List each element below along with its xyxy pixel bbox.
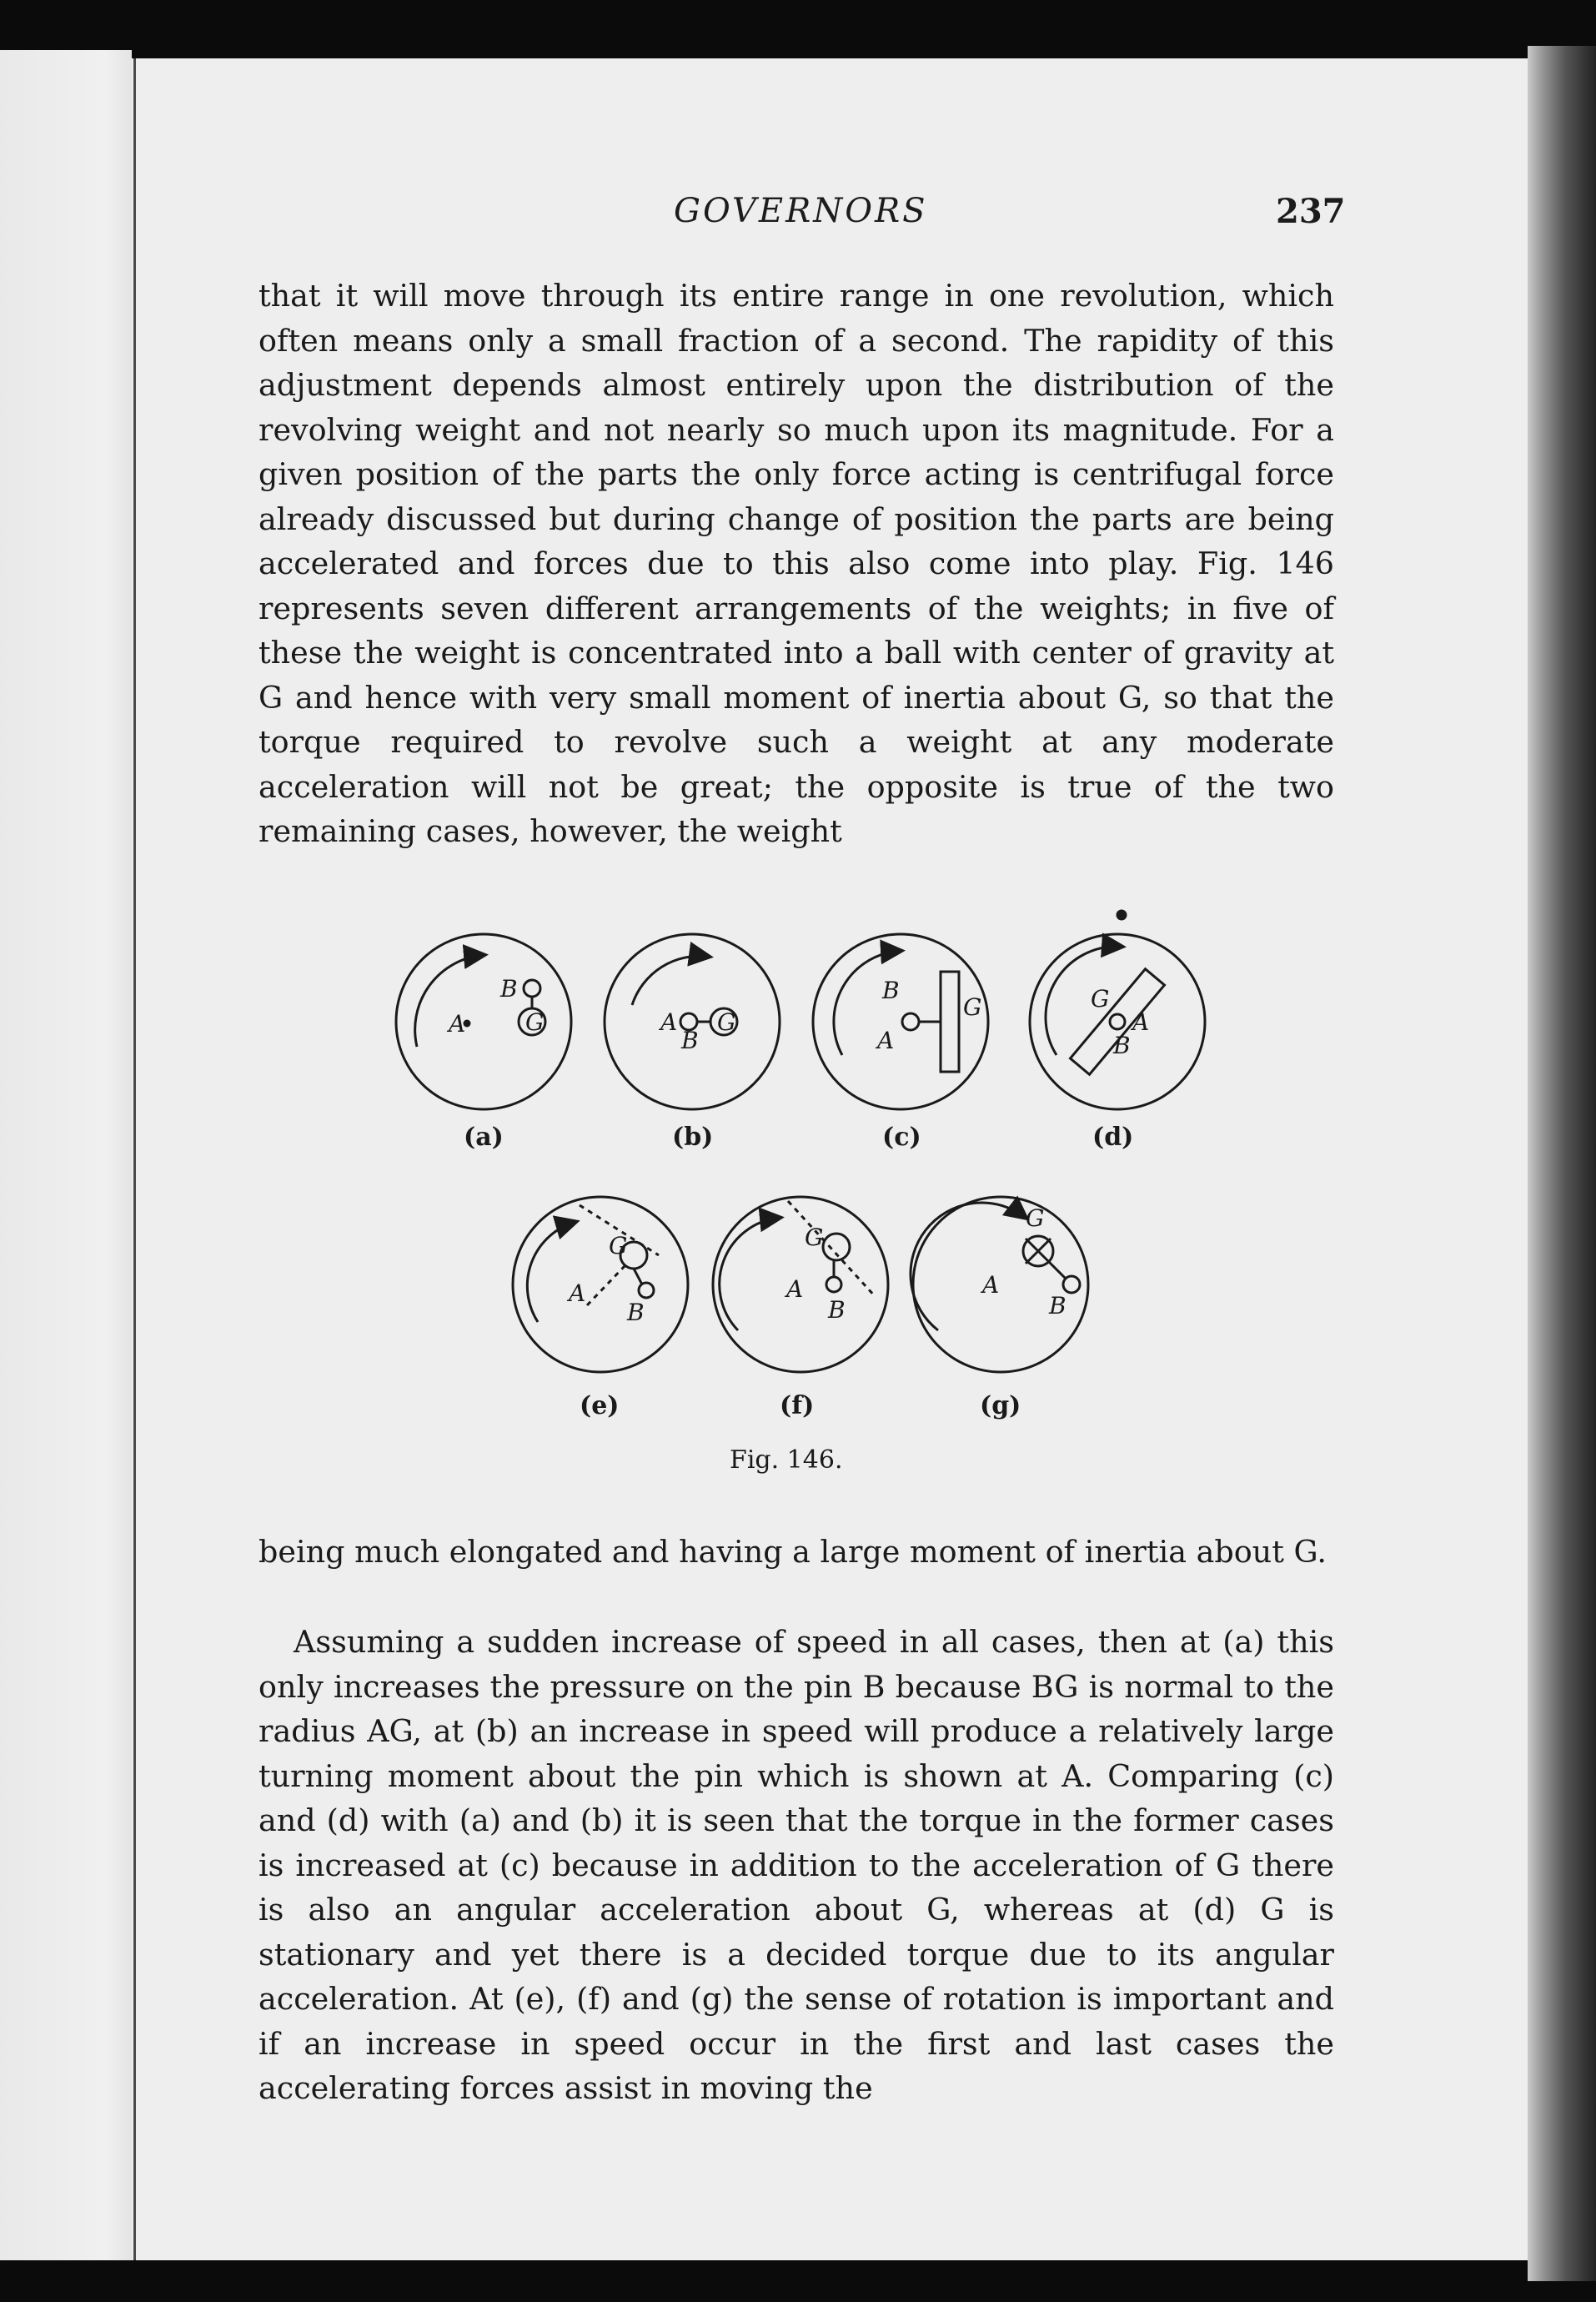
label-e-B: B bbox=[627, 1299, 645, 1326]
book-spine bbox=[1528, 46, 1596, 2281]
label-c-A: A bbox=[877, 1027, 895, 1054]
label-f-A: A bbox=[786, 1275, 804, 1303]
label-f-B: B bbox=[828, 1296, 846, 1324]
label-f-G: G bbox=[805, 1224, 824, 1251]
label-d-A: A bbox=[1132, 1008, 1150, 1036]
label-a-B: B bbox=[500, 975, 518, 1003]
running-title: GOVERNORS bbox=[674, 192, 928, 230]
label-a-G: G bbox=[525, 1008, 545, 1036]
panel-g-diagram bbox=[911, 1197, 1088, 1372]
gutter-line bbox=[133, 58, 136, 2260]
paragraph-2: being much elongated and having a large moment of inertia about G. bbox=[258, 1534, 1327, 1570]
panel-e-diagram bbox=[513, 1197, 688, 1372]
paragraph-3: Assuming a sudden increase of speed in all cases, then at (a) this only increases the pressure on the pin B because BG is normal to the radius AG, at (b) an increase in speed will produce a relatively large turning moment about the pin which is shown at A. Comparing (c) and (d) with (a) and (b) it is seen that the torque in the former cases is increased at (c) because in addition to the acceleration of G there is also an angular acceleration about G, whereas at (d) G is stationary and yet there is a decided torque due to its angular acceleration. At (e), (f) and (g) the sense of rotation is important and if an increase in speed occur in the first and last cases the accelerating forces assist in moving the bbox=[258, 1624, 1334, 2106]
label-b-A: A bbox=[660, 1008, 678, 1036]
panel-label-e: (e) bbox=[580, 1391, 620, 1420]
label-b-G: G bbox=[717, 1008, 736, 1036]
panel-label-a: (a) bbox=[464, 1123, 504, 1152]
label-d-G: G bbox=[1091, 985, 1110, 1013]
panel-a-diagram bbox=[396, 934, 571, 1109]
label-c-G: G bbox=[963, 993, 982, 1021]
panel-d-diagram bbox=[1030, 911, 1205, 1109]
label-d-B: B bbox=[1113, 1032, 1131, 1059]
figure-146 bbox=[367, 905, 1217, 1489]
page-number: 237 bbox=[1276, 192, 1346, 231]
label-e-G: G bbox=[609, 1232, 628, 1259]
label-e-A: A bbox=[569, 1279, 586, 1307]
paragraph-1: that it will move through its entire range in one revolution, which often means only a small fraction of a second. The rapidity of this adjustment depends almost entirely upon the distribution of the revolving weight and not nearly so much upon its magnitude. For a given position of the parts the only force acting is centrifugal force already discussed but during change of position the parts are being accelerated and forces due to this also come into play. Fig. 146 represents seven different arrangements of the weights; in five of these the weight is concentrated into a ball with center of gravity at G and hence with very small moment of inertia about G, so that the torque required to revolve such a weight at any moderate acceleration will not be great; the opposite is true of the two remaining cases, however, the weight bbox=[258, 278, 1334, 849]
running-header bbox=[0, 192, 1596, 242]
figure-caption: Fig. 146. bbox=[730, 1445, 843, 1475]
panel-label-g: (g) bbox=[980, 1391, 1021, 1420]
panel-label-c: (c) bbox=[882, 1123, 921, 1152]
panel-label-d: (d) bbox=[1092, 1123, 1134, 1152]
panel-label-b: (b) bbox=[672, 1123, 714, 1152]
facing-page-edge bbox=[0, 50, 132, 2260]
label-b-B: B bbox=[681, 1027, 699, 1054]
label-g-B: B bbox=[1049, 1292, 1067, 1319]
label-g-G: G bbox=[1026, 1204, 1045, 1232]
panel-c-diagram bbox=[813, 934, 988, 1109]
label-a-A: A bbox=[449, 1010, 466, 1038]
label-c-B: B bbox=[882, 977, 900, 1004]
panel-b-diagram bbox=[605, 934, 780, 1109]
panel-label-f: (f) bbox=[780, 1391, 815, 1420]
label-g-A: A bbox=[982, 1271, 1000, 1299]
